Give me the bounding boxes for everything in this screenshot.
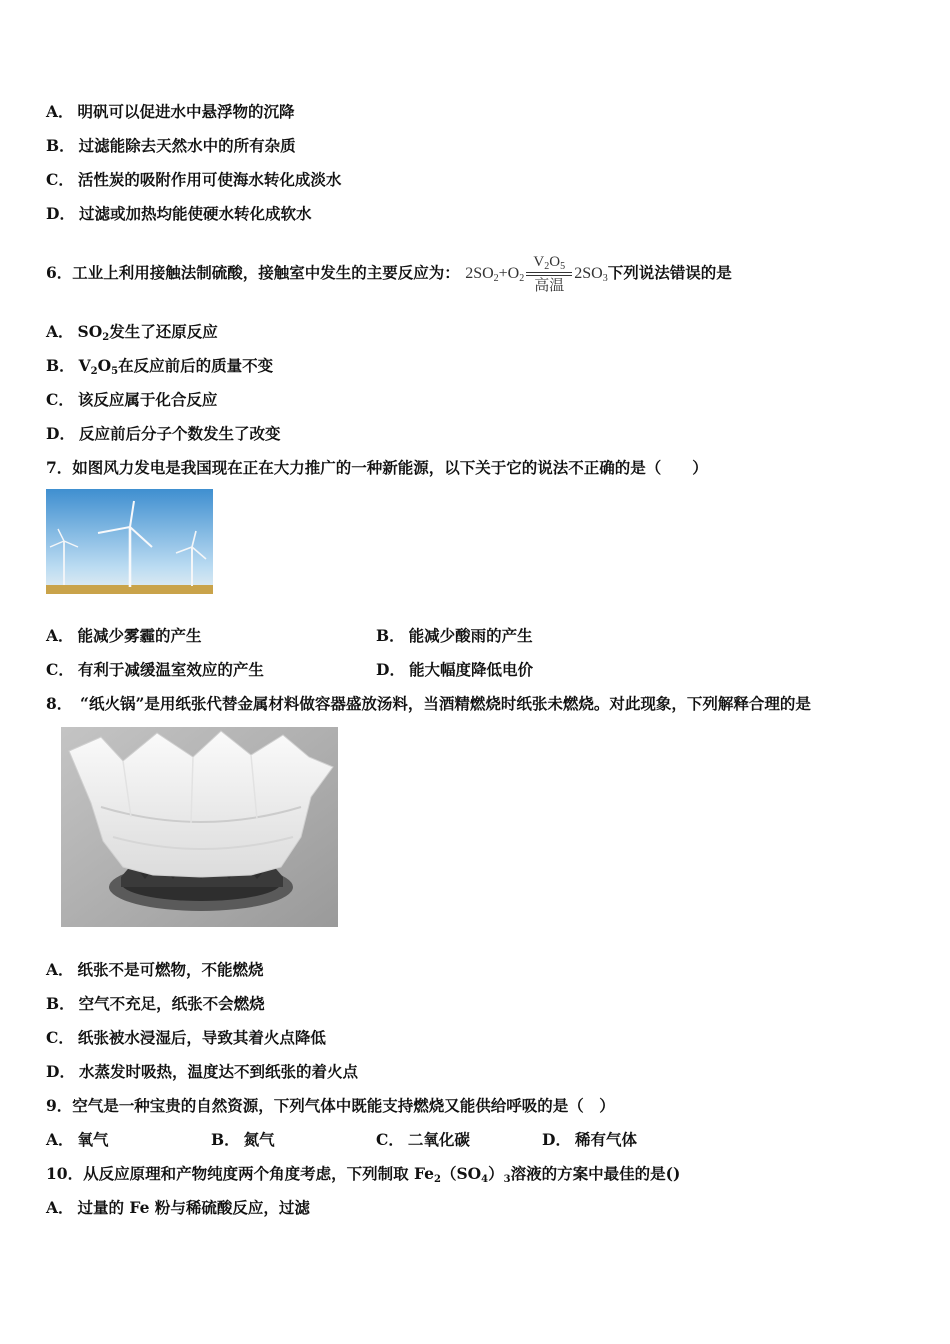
q8-stem: 8． “纸火锅”是用纸张代替金属材料做容器盛放汤料，当酒精燃烧时纸张未燃烧。对此现象，下列解释合理的是	[46, 694, 811, 713]
q7-option-b: B． 能减少酸雨的产生	[376, 626, 533, 645]
q7-option-c: C． 有利于减缓温室效应的产生	[46, 660, 264, 679]
q8-option-c: C． 纸张被水浸湿后，导致其着火点降低	[46, 1028, 326, 1047]
q9-option-a: A． 氧气	[46, 1130, 109, 1149]
q6-chemical-equation: $2SO_2+O_2$ $\frac{V_2O_5}{\text{高温}}$ $2SO_3$	[465, 254, 608, 295]
q9-option-b: B． 氮气	[211, 1130, 275, 1149]
q10-stem: 10．从反应原理和产物纯度两个角度考虑，下列制取 $Fe_2(SO_4)_3$溶液的方案中最佳的是()	[46, 1164, 681, 1185]
q9-stem: 9．空气是一种宝贵的自然资源，下列气体中既能支持燃烧又能供给呼吸的是（ ）	[46, 1096, 615, 1115]
q6-option-d: D． 反应前后分子个数发生了改变	[46, 424, 281, 443]
equals-arrow	[526, 272, 572, 276]
q8-option-a: A． 纸张不是可燃物，不能燃烧	[46, 960, 264, 979]
q5-option-d: D． 过滤或加热均能使硬水转化成软水	[46, 204, 312, 223]
q6-option-a: A． $SO_2$发生了还原反应	[46, 322, 218, 343]
q5-option-c: C． 活性炭的吸附作用可使海水转化成淡水	[46, 170, 342, 189]
q5-option-a: A． 明矾可以促进水中悬浮物的沉降	[46, 102, 295, 121]
q8-option-b: B． 空气不充足，纸张不会燃烧	[46, 994, 265, 1013]
wind-turbine-photo	[46, 489, 213, 594]
q7-option-a: A． 能减少雾霾的产生	[46, 626, 202, 645]
q7-option-d: D． 能大幅度降低电价	[376, 660, 533, 679]
reaction-condition: $\frac{V_2O_5}{\text{高温}}$	[526, 253, 572, 295]
q9-option-d: D． 稀有气体	[542, 1130, 637, 1149]
q8-option-d: D． 水蒸发时吸热，温度达不到纸张的着火点	[46, 1062, 358, 1081]
q5-option-b: B． 过滤能除去天然水中的所有杂质	[46, 136, 296, 155]
q7-stem: 7．如图风力发电是我国现在正在大力推广的一种新能源，以下关于它的说法不正确的是（ ）	[46, 458, 708, 477]
q10-option-a: A． 过量的 Fe 粉与稀硫酸反应，过滤	[46, 1198, 310, 1217]
q9-option-c: C． 二氧化碳	[376, 1130, 470, 1149]
q6-option-b: B． $V_2O_5$在反应前后的质量不变	[46, 356, 274, 377]
q6-stem: 6．工业上利用接触法制硫酸，接触室中发生的主要反应为： $2SO_2+O_2$ $\frac{V_2O_5}{\text{高温}}$ $2SO_3$下列说法错误的是	[46, 254, 732, 295]
q6-option-c: C． 该反应属于化合反应	[46, 390, 218, 409]
paper-hotpot-photo	[61, 727, 338, 927]
